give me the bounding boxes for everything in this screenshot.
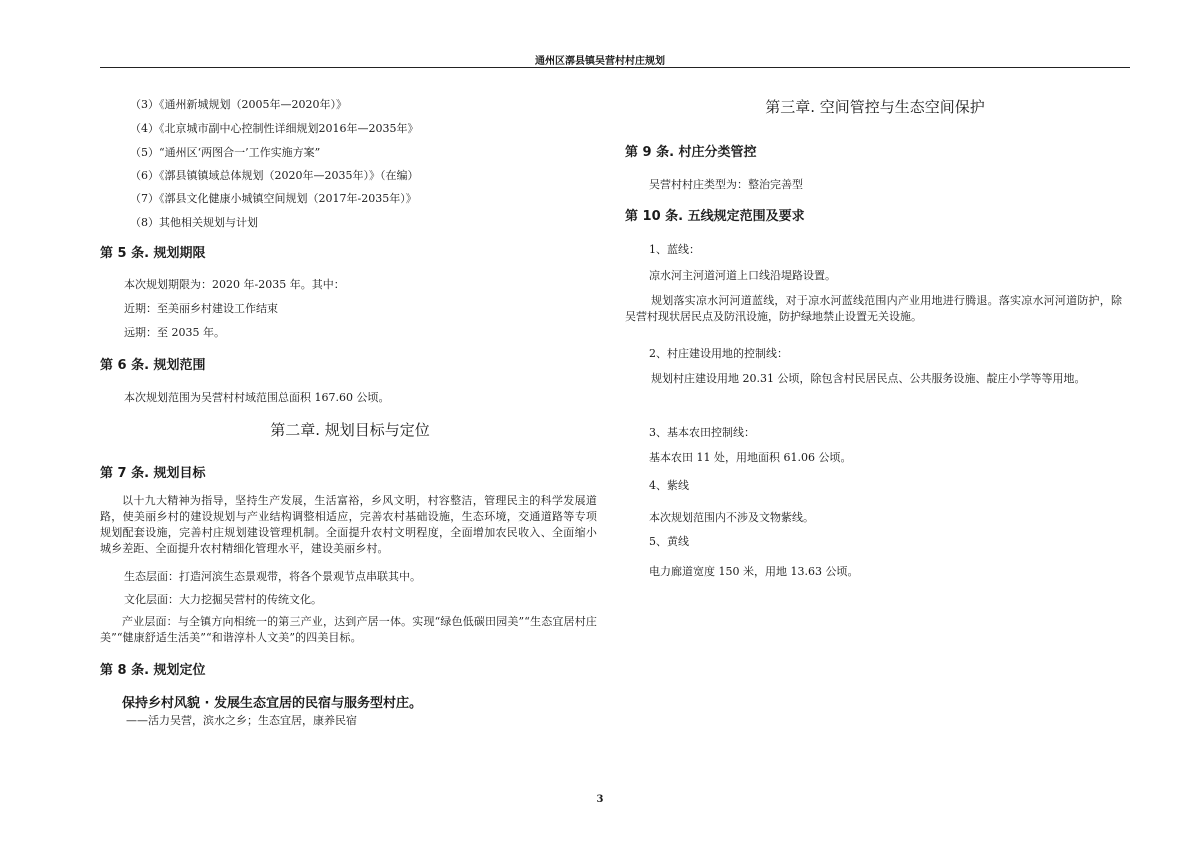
reference-item: （7）《漷县文化健康小城镇空间规划（2017年-2035年）》 — [130, 192, 417, 205]
document-header-title: 通州区漷县镇吴营村村庄规划 — [535, 56, 665, 67]
culture-level-text: 文化层面：大力挖掘吴营村的传统文化。 — [124, 593, 322, 606]
farmland-line-label: 3、基本农田控制线： — [649, 426, 755, 439]
ecology-level-text: 生态层面：打造河滨生态景观带，将各个景观节点串联其中。 — [124, 570, 421, 583]
purple-line-text: 本次规划范围内不涉及文物紫线。 — [649, 511, 814, 524]
header-divider — [100, 67, 1130, 68]
planning-scope-text: 本次规划范围为吴营村村域范围总面积 167.60 公顷。 — [124, 391, 390, 404]
planning-goal-paragraph: 以十九大精神为指导，坚持生产发展，生活富裕，乡风文明，村容整洁，管理民主的科学发展道路，使美丽乡村的建设规划与产业结构调整相适应，完善农村基础设施，生态环境，交通道路等专项规划配套设施，完善村庄规划建设管理机制。全面提升农村文明程度，全面增加农民收入、全面缩小城乡差距、全面提升农村精细化管理水平，建设美丽乡村。 — [100, 494, 597, 555]
positioning-slogan: 保持乡村风貌 · 发展生态宜居的民宿与服务型村庄。 — [122, 696, 422, 711]
article-7-title: 第 7 条. 规划目标 — [100, 466, 206, 481]
positioning-subtitle: ——活力吴营，滨水之乡；生态宜居，康养民宿 — [126, 714, 357, 727]
blue-line-text-1: 凉水河主河道河道上口线沿堤路设置。 — [649, 269, 836, 282]
chapter-2-title: 第二章. 规划目标与定位 — [270, 421, 430, 439]
reference-item: （6）《漷县镇镇域总体规划（2020年—2035年）》（在编） — [130, 169, 419, 182]
reference-item: （3）《通州新城规划（2005年—2020年）》 — [130, 98, 347, 111]
planning-period-text: 本次规划期限为：2020 年-2035 年。其中： — [124, 278, 345, 291]
near-term-text: 近期：至美丽乡村建设工作结束 — [124, 302, 278, 315]
yellow-line-label: 5、黄线 — [649, 535, 689, 548]
article-10-title: 第 10 条. 五线规定范围及要求 — [625, 209, 805, 224]
article-5-title: 第 5 条. 规划期限 — [100, 246, 206, 261]
farmland-line-text: 基本农田 11 处，用地面积 61.06 公顷。 — [649, 451, 852, 464]
construction-line-text: 规划村庄建设用地 20.31 公顷，除包含村民居民点、公共服务设施、靛庄小学等等用地。 — [651, 372, 1086, 385]
reference-item: （8）其他相关规划与计划 — [130, 216, 258, 229]
blue-line-text-2: 规划落实凉水河河道蓝线，对于凉水河蓝线范围内产业用地进行腾退。落实凉水河河道防护，除吴营村现状居民点及防汛设施，防护绿地禁止设置无关设施。 — [625, 294, 1122, 323]
reference-item: （5）“通州区‘两图合一’工作实施方案” — [130, 146, 321, 159]
chapter-3-title: 第三章. 空间管控与生态空间保护 — [765, 98, 985, 116]
village-type-text: 吴营村村庄类型为：整治完善型 — [649, 178, 803, 191]
yellow-line-text: 电力廊道宽度 150 米，用地 13.63 公顷。 — [649, 565, 859, 578]
article-8-title: 第 8 条. 规划定位 — [100, 663, 206, 678]
article-9-title: 第 9 条. 村庄分类管控 — [625, 145, 757, 160]
industry-level-paragraph: 产业层面：与全镇方向相统一的第三产业，达到产居一体。实现“绿色低碳田园美”“生态宜居村庄美”“健康舒适生活美”“和谐淳朴人文美”的四美目标。 — [100, 615, 597, 644]
reference-item: （4）《北京城市副中心控制性详细规划2016年—2035年》 — [130, 122, 419, 135]
long-term-text: 远期：至 2035 年。 — [124, 326, 225, 339]
purple-line-label: 4、紫线 — [649, 479, 689, 492]
construction-line-label: 2、村庄建设用地的控制线： — [649, 347, 788, 360]
page-number: 3 — [596, 794, 604, 805]
article-6-title: 第 6 条. 规划范围 — [100, 358, 206, 373]
blue-line-label: 1、蓝线： — [649, 243, 700, 256]
